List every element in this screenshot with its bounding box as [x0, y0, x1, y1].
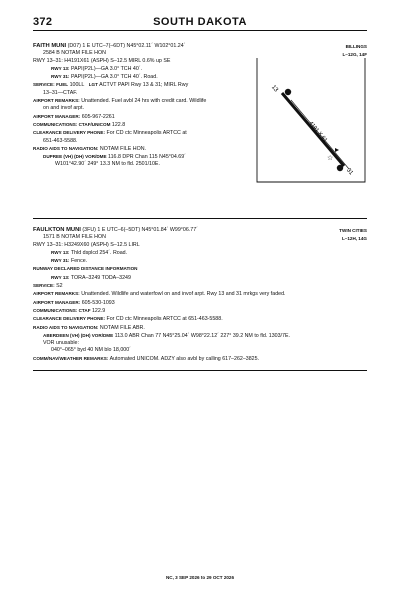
declared-rwy-label: RWY 13: [51, 274, 70, 280]
runway-end-13-marker [285, 89, 291, 95]
airport-location: 1 E UTC–6(–5DT) N45°01.84´ W99°06.77´ [97, 227, 198, 233]
runway-line: RWY 13–31: H4191X61 (ASPH) S–12.5 MIRL 0.6% up SE [33, 57, 171, 64]
radio-aids-label: RADIO AIDS TO NAVIGATION: [33, 324, 99, 330]
runway-31-line [33, 73, 238, 81]
runway-31-number: 31 [345, 167, 354, 177]
airport-name: FAULKTON MUNI [33, 227, 81, 233]
weather-remarks-line [33, 355, 367, 363]
airport-entry-faulkton [33, 227, 367, 363]
runway-13-text: PAPI(P2L)—GA 3.0° TCH 40´. [70, 65, 143, 72]
beacon-icon: ☆ [327, 155, 334, 162]
airport-entry-faith [33, 43, 367, 177]
manager-text: 605-530-1093 [81, 299, 115, 306]
runway-31-label: RWY 31: [51, 258, 70, 264]
vor-line [33, 332, 367, 340]
declared-distance-label: RUNWAY DECLARED DISTANCE INFORMATION [33, 266, 138, 272]
chart-ref-top: TWIN CITIES [339, 228, 367, 233]
state-title: SOUTH DAKOTA [153, 16, 247, 28]
manager-label: AIRPORT MANAGER: [33, 299, 81, 305]
entry-divider-bottom [33, 370, 367, 371]
service-label: SERVICE: [33, 82, 55, 88]
fuel-text: 100LL [69, 82, 85, 89]
header-rule [33, 30, 367, 31]
radio-aids-label: RADIO AIDS TO NAVIGATION: [33, 145, 99, 151]
airport-id: (3FU) [82, 227, 96, 233]
communications-label: COMMUNICATIONS: CTAF/UNICOM [33, 121, 111, 127]
service-text: S2 [56, 283, 63, 290]
elevation-line: 2584 B NOTAM FILE HON [43, 50, 106, 57]
fuel-label: FUEL [56, 82, 69, 88]
declared-distance-header [33, 265, 367, 273]
vor-label: ABERDEEN (VH) (DH) VOR/DME [43, 332, 114, 338]
chart-ref-bottom: L–12H, 14G [341, 236, 367, 241]
clearance-text: For CD ctc Minneapolis ARTCC at 651-463-5588. [106, 316, 223, 323]
runway-end-31-marker [337, 165, 343, 171]
remarks-text: Unattended. Fuel avbl 24 hrs with credit card. Wildlife [81, 98, 207, 105]
communications-line [33, 307, 367, 315]
manager-text: 605-967-2261 [81, 113, 115, 120]
diagram-frame [257, 58, 365, 182]
airport-title-line [33, 227, 367, 234]
remarks-label: AIRPORT REMARKS: [33, 98, 80, 104]
service-line [33, 282, 367, 290]
vor-unusable-sector: 040°–065° byd 40 NM blo 18,000´ [51, 347, 131, 354]
entry-divider [33, 218, 367, 219]
clearance-text-cont: 651-463-5588. [43, 137, 78, 144]
chart-ref-top: BILLINGS [345, 44, 367, 49]
vor-unusable-line: VOR unusable: [43, 340, 79, 347]
remarks-line [33, 290, 367, 298]
communications-text: 122.9 [91, 307, 106, 314]
clearance-line [33, 315, 367, 323]
runway-line: RWY 13–31: H3249X60 (ASPH) S–12.5 LIRL [33, 241, 140, 248]
communications-text: 122.8 [111, 121, 126, 128]
declared-distance-text: TORA–3249 TODA–3249 [70, 274, 131, 281]
runway-13-line [33, 249, 367, 257]
clearance-label: CLEARANCE DELIVERY PHONE: [33, 316, 105, 322]
runway-31-label: RWY 31: [51, 74, 70, 80]
communications-label: COMMUNICATIONS: CTAF [33, 307, 91, 313]
weather-remarks-text: Automated UNICOM. ADZY also avbl by calling 617–262–3825. [109, 355, 260, 362]
remarks-text: Unattended. Wildlife and waterfowl on and invof arpt. Rwy 13 and 31 mrkgs very faded. [81, 291, 286, 298]
airport-id: (D07) [67, 43, 81, 49]
page-number: 372 [33, 16, 53, 28]
communications-line [33, 121, 238, 129]
vor-text-cont: W101°42.90´ 249° 13.3 NM to fld. 2501/10E. [55, 161, 160, 168]
chart-ref-bottom: L–12G, 14F [342, 52, 367, 57]
weather-remarks-label: COMM/NAV/WEATHER REMARKS: [33, 355, 109, 361]
airport-location: 1 E UTC–7(–6DT) N45°02.11´ W102°01.24´ [82, 43, 186, 49]
radio-aids-text: NOTAM FILE ABR. [99, 324, 145, 331]
runway-13-line [33, 65, 238, 73]
vor-text: 116.8 DPR Chan 115 N45°04.69´ [108, 154, 186, 161]
service-line [33, 81, 238, 89]
page-footer: NC, 3 SEP 2026 to 29 OCT 2026 [165, 575, 235, 580]
clearance-text: For CD ctc Minneapolis ARTCC at [106, 130, 187, 137]
radio-aids-text: NOTAM FILE HON. [99, 145, 147, 152]
remarks-text-cont: on and invof arpt. [43, 105, 84, 112]
declared-distance-line [33, 274, 367, 282]
remarks-line [33, 97, 238, 105]
lighting-label: LGT [88, 82, 98, 88]
airport-name: FAITH MUNI [33, 43, 67, 49]
vor-line [33, 153, 238, 161]
runway-13-text: Thld dsplcd 254´. Road. [70, 249, 128, 256]
remarks-label: AIRPORT REMARKS: [33, 291, 80, 297]
runway-13-label: RWY 13: [51, 65, 70, 71]
runway-13-label: RWY 13: [51, 249, 70, 255]
runway-13-number: 13 [270, 84, 279, 94]
vor-text: 113.0 ABR Chan 77 N45°25.04´ W98°22.12´ 227° 39.2 NM to fld. 1303/7E. [114, 332, 290, 339]
vor-label: DUPREE (VH) (DH) VOR/DME [43, 154, 107, 160]
airport-diagram [255, 58, 367, 184]
manager-line [33, 113, 238, 121]
runway-31-text: Fence. [70, 258, 88, 265]
runway-31-text: PAPI(P2L)—GA 3.0° TCH 40´. Road. [70, 74, 158, 81]
lighting-text-cont: 13–31—CTAF. [43, 89, 78, 96]
runway-31-line [33, 257, 367, 265]
lighting-text: ACTVT PAPI Rwy 13 & 31; MIRL Rwy [99, 82, 189, 89]
manager-label: AIRPORT MANAGER: [33, 113, 81, 119]
airport-title-line [33, 43, 238, 50]
service-label: SERVICE: [33, 283, 55, 289]
runway-dimensions: 4191 X 61 [307, 120, 329, 144]
windsock-icon [335, 148, 339, 152]
elevation-line: 1571 B NOTAM FILE HON [43, 234, 106, 241]
clearance-label: CLEARANCE DELIVERY PHONE: [33, 130, 105, 136]
radio-aids-line [33, 145, 238, 153]
clearance-line [33, 129, 238, 137]
radio-aids-line [33, 324, 367, 332]
manager-line [33, 299, 367, 307]
